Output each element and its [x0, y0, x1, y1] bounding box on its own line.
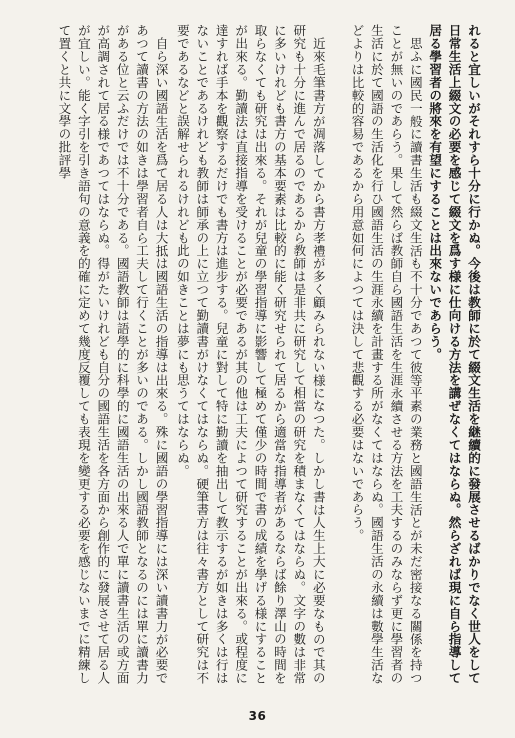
paragraph-3: 近來毛筆書方が凋落してから書方孝禮が多く顧みられない様になつた。しかし書は人生上大に必要なもので其の研究も十分に進んで居るのであるから教師は是非共に研究して相當の研究を積まなくてはならぬ。文字の數は非常に多いけれども書方の基本要素は比較的に能く研究せられて居るから適當な指導者があるならば餘り澤山の時間を取らなくても研究は出來る。それが兒童の學習指導に影響して極めて僅少の時間で書の成績を學げる様にすることが出來る。勤讀法は直接指導を受けることが必要であるが其の他は工夫によつて研究することが出來る。或程度に達すれば手本を觀察するだけでも書方は進步する。兒童に對して特に勤讀を抽出して教示するが如きは多くは行はないことであるけれども教師は師承の上に立つて勤讀書がけなくてはならぬ。硬筆書方は往々書方として研究は不要であるなどと誤解せられるけれども此の如きことは夢にも思うてはならぬ。: [174, 24, 326, 685]
vertical-text-body: [31, 24, 483, 694]
paragraph-1: れると宜しいがそれすら十分に行かぬ。今後は教師に於て綴文生活を継續的に發展させるばかりでなく世人をして日常生活上綴文の必要を感じて綴文を爲す様に仕向ける方法を講ぜなくてはならぬ。然らざれば現に自ら指導して居る學習者の將來を有望にすることは出來ないであらう。: [427, 24, 481, 685]
paragraph-4: 自ら深い國語生活を爲て居る人は大抵は國語生活の指導は出來る。殊に國語の學習指導には深い讀書力が必要であつて讀書の方法の如きは學習者自ら工夫して行くことが多いのである。しかし國語教師となるのには單に讀書力がある位と云ふだけでは不十分である。國語教師は語學的に科學的に國語生活の出來る人で單に讀書生活の或方面が高調されて居る様であつてはならぬ。得がたいけれども自分の國語生活を各方面から創作的に發展させて居る人が宜しい。能く字引を引き語句の意義を的確に定めて幾度反覆しても表現を變更する必要を感じないまでに精練して置くと共に文學の批評學: [56, 24, 169, 685]
page-number: 36: [248, 709, 267, 723]
paragraph-2: 思ふに國民一般に讀書生活も綴文生活も不十分であつて彼等平素の業務と國語生活とが未だ密接なる關係を持つことが無いのであらう。果して然らば教師自ら國語生活を生涯永續させる方法を工夫するのみならず更に學習者の生活に於て國語の生活化を行ひ國語生活の生涯永續を計畫する所がなくてはならぬ。國語生活の永續は數學生活などよりは比較的容易であるから用意如何によつては決して悲觀する必要はないであらう。: [349, 24, 423, 685]
